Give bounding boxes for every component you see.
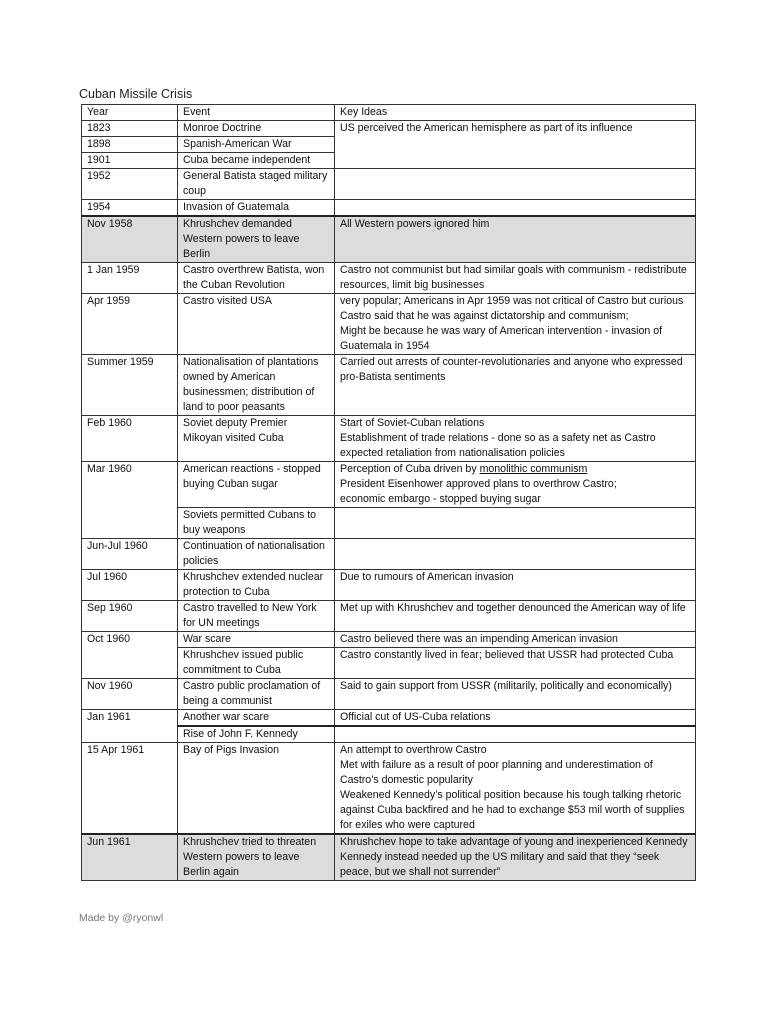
key-ideas-cell: Met up with Khrushchev and together denounced the American way of life (335, 601, 696, 632)
year-cell: Sep 1960 (82, 601, 178, 632)
year-cell: Jun-Jul 1960 (82, 539, 178, 570)
key-ideas-cell (335, 169, 696, 200)
event-cell: Castro visited USA (178, 294, 335, 355)
key-ideas-cell: US perceived the American hemisphere as part of its influence (335, 121, 696, 169)
year-cell: Jun 1961 (82, 834, 178, 881)
table-row (82, 632, 696, 648)
key-ideas-cell (335, 539, 696, 570)
page-title: Cuban Missile Crisis (79, 87, 193, 101)
event-cell: Khrushchev tried to threaten Western powers to leave Berlin again (178, 834, 335, 881)
key-ideas-cell: Castro believed there was an impending American invasion (335, 632, 696, 648)
event-cell: Bay of Pigs Invasion (178, 743, 335, 835)
event-cell: Continuation of nationalisation policies (178, 539, 335, 570)
key-ideas-cell: Khrushchev hope to take advantage of young and inexperienced Kennedy Kennedy instead needed up the US military and said that they “seek peace, but we shall not surrender” (335, 834, 696, 881)
key-ideas-cell: All Western powers ignored him (335, 216, 696, 263)
event-cell: General Batista staged military coup (178, 169, 335, 200)
key-ideas-cell: Official cut of US-Cuba relations (335, 710, 696, 727)
year-cell: 1901 (82, 153, 178, 169)
table-row (82, 355, 696, 416)
event-cell: Another war scare (178, 710, 335, 727)
event-cell: Invasion of Guatemala (178, 200, 335, 217)
header-year: Year (82, 105, 178, 121)
table-row (82, 169, 696, 200)
event-cell: Cuba became independent (178, 153, 335, 169)
event-cell: Monroe Doctrine (178, 121, 335, 137)
key-ideas-text: President Eisenhower approved plans to overthrow Castro; economic embargo - stopped buying sugar (340, 478, 617, 505)
table-row (82, 679, 696, 710)
key-ideas-cell: Carried out arrests of counter-revolutionaries and anyone who expressed pro-Batista sentiments (335, 355, 696, 416)
year-cell: Feb 1960 (82, 416, 178, 462)
table-row (82, 416, 696, 462)
year-cell: Summer 1959 (82, 355, 178, 416)
event-cell: American reactions - stopped buying Cuban sugar (178, 462, 335, 508)
year-cell: 1954 (82, 200, 178, 217)
year-cell: 1823 (82, 121, 178, 137)
event-cell: Castro public proclamation of being a communist (178, 679, 335, 710)
key-ideas-cell: Castro constantly lived in fear; believed that USSR had protected Cuba (335, 648, 696, 679)
event-cell: Castro travelled to New York for UN meetings (178, 601, 335, 632)
header-event: Event (178, 105, 335, 121)
event-cell: Khrushchev issued public commitment to Cuba (178, 648, 335, 679)
year-cell: Mar 1960 (82, 462, 178, 539)
year-cell: Nov 1958 (82, 216, 178, 263)
header-key-ideas: Key Ideas (335, 105, 696, 121)
table-row (82, 601, 696, 632)
key-ideas-cell: Castro not communist but had similar goals with communism - redistribute resources, limit big businesses (335, 263, 696, 294)
year-cell: Oct 1960 (82, 632, 178, 679)
author-credit: Made by @ryonwl (79, 912, 164, 924)
key-ideas-text: Perception of Cuba driven by (340, 463, 480, 475)
timeline-table (81, 104, 696, 881)
event-cell: Khrushchev demanded Western powers to leave Berlin (178, 216, 335, 263)
year-cell: Jul 1960 (82, 570, 178, 601)
key-ideas-cell: Said to gain support from USSR (militarily, politically and economically) (335, 679, 696, 710)
key-ideas-cell: Start of Soviet-Cuban relations Establishment of trade relations - done so as a safety net as Castro expected retaliation from nationalisation policies (335, 416, 696, 462)
table-row (82, 834, 696, 881)
event-cell: Nationalisation of plantations owned by American businessmen; distribution of land to poor peasants (178, 355, 335, 416)
key-ideas-cell: Due to rumours of American invasion (335, 570, 696, 601)
key-ideas-cell (335, 726, 696, 743)
key-ideas-cell: An attempt to overthrow Castro Met with failure as a result of poor planning and underestimation of Castro’s domestic popularity Weakened Kennedy’s political position because his tough talking rhetoric against Cuba backfired and he had to exchange $53 mil worth of supplies for exiles who were captured (335, 743, 696, 835)
table-row (82, 710, 696, 727)
year-cell: 1 Jan 1959 (82, 263, 178, 294)
key-ideas-cell (335, 462, 696, 508)
key-ideas-cell: very popular; Americans in Apr 1959 was not critical of Castro but curious Castro said that he was against dictatorship and communism; Might be because he was wary of American intervention - invasion of Guatemala in 1954 (335, 294, 696, 355)
year-cell: 15 Apr 1961 (82, 743, 178, 835)
table-row (82, 294, 696, 355)
event-cell: Soviet deputy Premier Mikoyan visited Cuba (178, 416, 335, 462)
key-ideas-cell (335, 200, 696, 217)
key-ideas-cell (335, 508, 696, 539)
table-row (82, 539, 696, 570)
year-cell: 1898 (82, 137, 178, 153)
event-cell: Spanish-American War (178, 137, 335, 153)
year-cell: 1952 (82, 169, 178, 200)
table-row (82, 570, 696, 601)
underlined-term: monolithic communism (479, 463, 588, 475)
event-cell: Rise of John F. Kennedy (178, 726, 335, 743)
table-row (82, 216, 696, 263)
event-cell: Castro overthrew Batista, won the Cuban Revolution (178, 263, 335, 294)
table-row (82, 743, 696, 835)
table-row (82, 263, 696, 294)
event-cell: Soviets permitted Cubans to buy weapons (178, 508, 335, 539)
event-cell: Khrushchev extended nuclear protection to Cuba (178, 570, 335, 601)
year-cell: Apr 1959 (82, 294, 178, 355)
table-row (82, 462, 696, 508)
year-cell: Nov 1960 (82, 679, 178, 710)
table-row (82, 200, 696, 217)
event-cell: War scare (178, 632, 335, 648)
table-header-row (82, 105, 696, 121)
table-row (82, 121, 696, 137)
year-cell: Jan 1961 (82, 710, 178, 743)
